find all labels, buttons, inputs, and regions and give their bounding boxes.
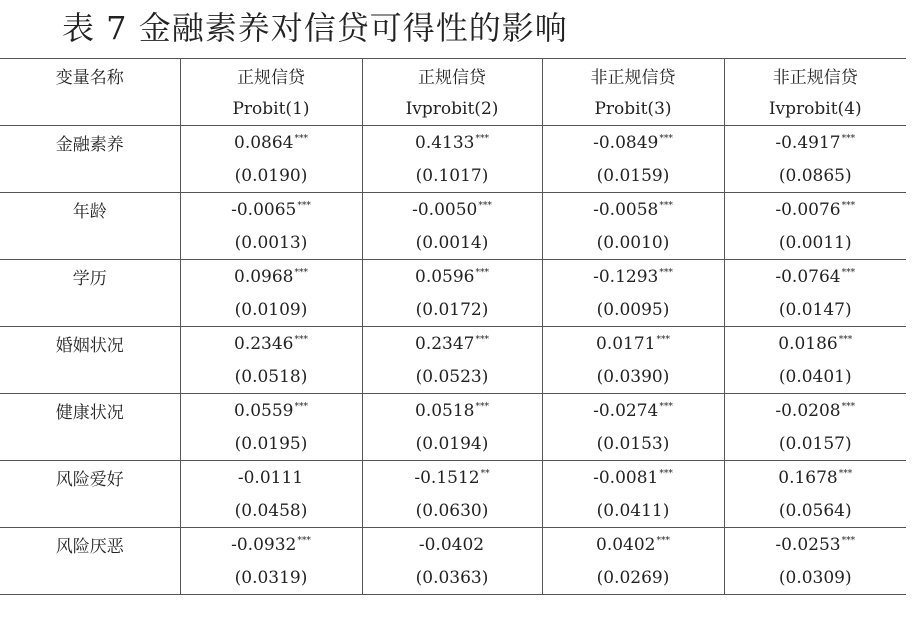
significance-stars: *** <box>659 401 673 412</box>
table-row-coef <box>0 394 906 428</box>
std-error-cell: (0.0153) <box>542 427 724 461</box>
significance-stars: *** <box>838 468 853 479</box>
std-error-cell: (0.0011) <box>724 226 906 260</box>
significance-stars: *** <box>294 401 308 412</box>
significance-stars: *** <box>475 267 489 278</box>
coef-value: 0.0171 <box>596 333 656 354</box>
coef-value: -0.0402 <box>418 534 485 555</box>
header-model-3: Probit(3) <box>542 92 724 126</box>
std-error-cell: (0.0157) <box>724 427 906 461</box>
std-error-cell: (0.0095) <box>542 293 724 327</box>
coef-value: -0.0274 <box>593 400 659 421</box>
significance-stars: *** <box>656 334 670 345</box>
std-error-cell: (0.0390) <box>542 360 724 394</box>
std-error-cell: (0.0564) <box>724 494 906 528</box>
coef-cell <box>542 394 724 428</box>
significance-stars: *** <box>841 200 856 211</box>
empty-cell <box>0 561 180 595</box>
significance-stars: ** <box>480 468 490 479</box>
significance-stars: *** <box>841 401 856 412</box>
std-error-cell: (0.0195) <box>180 427 362 461</box>
std-error-cell: (0.0309) <box>724 561 906 595</box>
significance-stars: *** <box>475 401 489 412</box>
coef-cell <box>362 126 542 160</box>
table-row-se <box>0 561 906 595</box>
coef-cell <box>542 528 724 562</box>
variable-name: 风险厌恶 <box>0 528 180 562</box>
coef-value: 0.4133 <box>415 132 475 153</box>
header-group-1: 正规信贷 <box>180 59 362 93</box>
table-row-se <box>0 360 906 394</box>
coef-value: 0.1678 <box>778 467 838 488</box>
std-error-cell: (0.0411) <box>542 494 724 528</box>
std-error-cell: (0.0523) <box>362 360 542 394</box>
header-group-2: 正规信贷 <box>362 59 542 93</box>
coef-value: -0.0253 <box>775 534 841 555</box>
empty-cell <box>0 293 180 327</box>
std-error-cell: (0.0630) <box>362 494 542 528</box>
coef-value: -0.0111 <box>237 467 304 488</box>
significance-stars: *** <box>841 535 856 546</box>
coef-cell <box>180 394 362 428</box>
coef-value: -0.0076 <box>775 199 841 220</box>
coef-value: 0.0186 <box>778 333 838 354</box>
std-error-cell: (0.0013) <box>180 226 362 260</box>
header-model-4: Ivprobit(4) <box>724 92 906 126</box>
coef-value: 0.0518 <box>415 400 475 421</box>
std-error-cell: (0.0401) <box>724 360 906 394</box>
coef-value: -0.0081 <box>593 467 659 488</box>
header-variable-label: 变量名称 <box>0 59 180 93</box>
coef-cell <box>180 461 362 495</box>
coef-cell <box>542 327 724 361</box>
variable-name: 风险爱好 <box>0 461 180 495</box>
significance-stars: *** <box>297 200 311 211</box>
header-row-model <box>0 92 906 126</box>
table-row-coef <box>0 193 906 227</box>
variable-name: 婚姻状况 <box>0 327 180 361</box>
significance-stars: *** <box>838 334 853 345</box>
std-error-cell: (0.0458) <box>180 494 362 528</box>
coef-cell <box>724 394 906 428</box>
significance-stars: *** <box>656 535 670 546</box>
coef-cell <box>542 461 724 495</box>
coef-value: -0.4917 <box>775 132 841 153</box>
coef-cell <box>542 126 724 160</box>
std-error-cell: (0.0194) <box>362 427 542 461</box>
coef-value: -0.0208 <box>775 400 841 421</box>
coef-cell <box>362 327 542 361</box>
std-error-cell: (0.0269) <box>542 561 724 595</box>
variable-name: 健康状况 <box>0 394 180 428</box>
table-row-se <box>0 159 906 193</box>
header-row-group <box>0 59 906 93</box>
table-row-coef <box>0 327 906 361</box>
coef-cell <box>180 528 362 562</box>
table-row-se <box>0 427 906 461</box>
std-error-cell: (0.0147) <box>724 293 906 327</box>
coef-value: -0.0764 <box>775 266 841 287</box>
table-row-se <box>0 494 906 528</box>
header-model-1: Probit(1) <box>180 92 362 126</box>
significance-stars: *** <box>659 200 673 211</box>
std-error-cell: (0.0190) <box>180 159 362 193</box>
coef-cell <box>362 193 542 227</box>
significance-stars: *** <box>841 267 856 278</box>
header-model-2: Ivprobit(2) <box>362 92 542 126</box>
std-error-cell: (0.0319) <box>180 561 362 595</box>
variable-name: 学历 <box>0 260 180 294</box>
coef-cell <box>724 528 906 562</box>
coef-cell <box>362 394 542 428</box>
variable-name: 年龄 <box>0 193 180 227</box>
empty-cell <box>0 427 180 461</box>
significance-stars: *** <box>475 334 489 345</box>
coef-cell <box>724 260 906 294</box>
std-error-cell: (0.0014) <box>362 226 542 260</box>
coef-value: -0.1293 <box>593 266 659 287</box>
empty-cell <box>0 494 180 528</box>
coef-cell <box>180 327 362 361</box>
coef-cell <box>362 260 542 294</box>
coef-value: 0.0596 <box>415 266 475 287</box>
significance-stars: *** <box>659 267 673 278</box>
table-row-coef <box>0 126 906 160</box>
significance-stars: *** <box>294 334 308 345</box>
variable-name: 金融素养 <box>0 126 180 160</box>
table-row-coef <box>0 461 906 495</box>
std-error-cell: (0.0172) <box>362 293 542 327</box>
coef-value: 0.0864 <box>234 132 294 153</box>
coef-cell <box>542 193 724 227</box>
significance-stars: *** <box>475 133 489 144</box>
std-error-cell: (0.0010) <box>542 226 724 260</box>
table-title: 表 7 金融素养对信贷可得性的影响 <box>62 9 568 47</box>
coef-cell <box>180 260 362 294</box>
coef-value: -0.0065 <box>231 199 297 220</box>
coef-cell <box>724 327 906 361</box>
coef-value: 0.2347 <box>415 333 475 354</box>
table-row-coef <box>0 260 906 294</box>
coef-value: -0.0058 <box>593 199 659 220</box>
coef-value: -0.1512 <box>414 467 480 488</box>
empty-cell <box>0 159 180 193</box>
coef-cell <box>180 193 362 227</box>
std-error-cell: (0.0518) <box>180 360 362 394</box>
coef-value: -0.0050 <box>412 199 478 220</box>
coef-cell <box>724 193 906 227</box>
significance-stars: *** <box>841 133 856 144</box>
coef-cell <box>724 461 906 495</box>
table-row-se <box>0 293 906 327</box>
coef-value: 0.0402 <box>596 534 656 555</box>
coef-value: 0.0559 <box>234 400 294 421</box>
empty-cell <box>0 360 180 394</box>
std-error-cell: (0.0363) <box>362 561 542 595</box>
significance-stars: *** <box>659 133 673 144</box>
coef-cell <box>180 126 362 160</box>
coef-cell <box>362 461 542 495</box>
coef-value: 0.2346 <box>234 333 294 354</box>
empty-cell <box>0 226 180 260</box>
significance-stars: *** <box>294 133 308 144</box>
table-body <box>0 126 906 595</box>
header-group-3: 非正规信贷 <box>542 59 724 93</box>
std-error-cell: (0.0109) <box>180 293 362 327</box>
significance-stars: *** <box>659 468 673 479</box>
std-error-cell: (0.0865) <box>724 159 906 193</box>
regression-table <box>0 58 906 595</box>
coef-cell <box>362 528 542 562</box>
coef-cell <box>542 260 724 294</box>
table-row-coef <box>0 528 906 562</box>
coef-cell <box>724 126 906 160</box>
header-empty-cell <box>0 92 180 126</box>
significance-stars: *** <box>478 200 492 211</box>
significance-stars: *** <box>294 267 308 278</box>
coef-value: -0.0849 <box>593 132 659 153</box>
table-row-se <box>0 226 906 260</box>
coef-value: 0.0968 <box>234 266 294 287</box>
header-group-4: 非正规信贷 <box>724 59 906 93</box>
significance-stars: *** <box>297 535 311 546</box>
std-error-cell: (0.0159) <box>542 159 724 193</box>
coef-value: -0.0932 <box>231 534 297 555</box>
std-error-cell: (0.1017) <box>362 159 542 193</box>
